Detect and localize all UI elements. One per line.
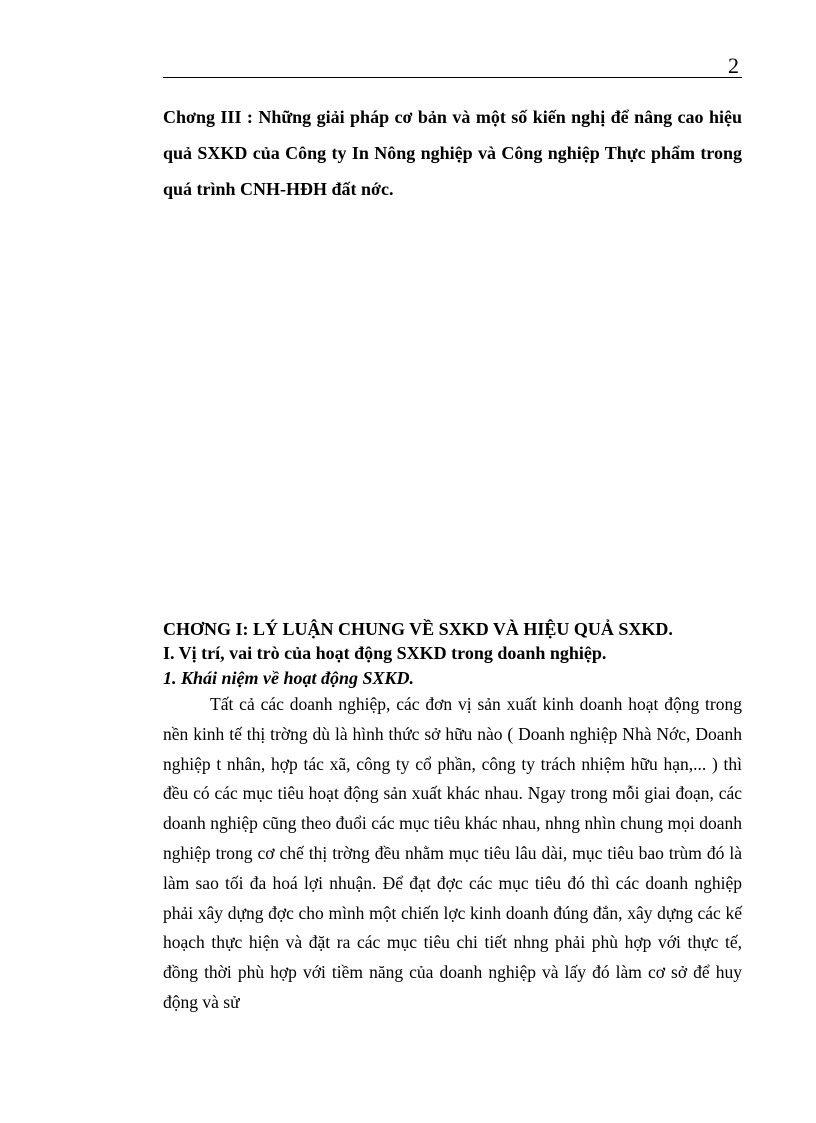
header-rule [163, 77, 742, 78]
section-heading: I. Vị trí, vai trò của hoạt động SXKD trong doanh nghiệp. [163, 643, 607, 663]
toc-entry-chapter-three: Chơng III : Những giải pháp cơ bản và một số kiến nghị để nâng cao hiệu quả SXKD của Công ty In Nông nghiệp và Công nghiệp Thực phẩm trong quá trình CNH-HĐH đất nớc. [163, 107, 742, 199]
subsection-heading: 1. Khái niệm về hoạt động SXKD. [163, 668, 415, 688]
body-paragraph: Tất cả các doanh nghiệp, các đơn vị sản xuất kinh doanh hoạt động trong nền kinh tế thị trờng dù là hình thức sở hữu nào ( Doanh nghiệp Nhà Nớc, Doanh nghiệp t nhân, hợp tác xã, công ty cổ phần, công ty trách nhiệm hữu hạn,... ) thì đều có các mục tiêu hoạt động sản xuất khác nhau. Ngay trong mỗi giai đoạn, các doanh nghiệp cũng theo đuổi các mục tiêu khác nhau, nhng nhìn chung mọi doanh nghiệp trong cơ chế thị trờng đều nhằm mục tiêu lâu dài, mục tiêu bao trùm đó là làm sao tối đa hoá lợi nhuận. Để đạt đợc các mục tiêu đó thì các doanh nghiệp phải xây dựng đợc cho mình một chiến lợc kinh doanh đúng đắn, xây dựng các kế hoạch thực hiện và đặt ra các mục tiêu chi tiết nhng phải phù hợp với thực tế, đồng thời phù hợp với tiềm năng của doanh nghiệp và lấy đó làm cơ sở để huy động và sử [163, 694, 742, 1012]
chapter-title: CHƠNG I: LÝ LUẬN CHUNG VỀ SXKD VÀ HIỆU QUẢ SXKD. [163, 619, 673, 639]
page-number: 2 [728, 53, 739, 78]
